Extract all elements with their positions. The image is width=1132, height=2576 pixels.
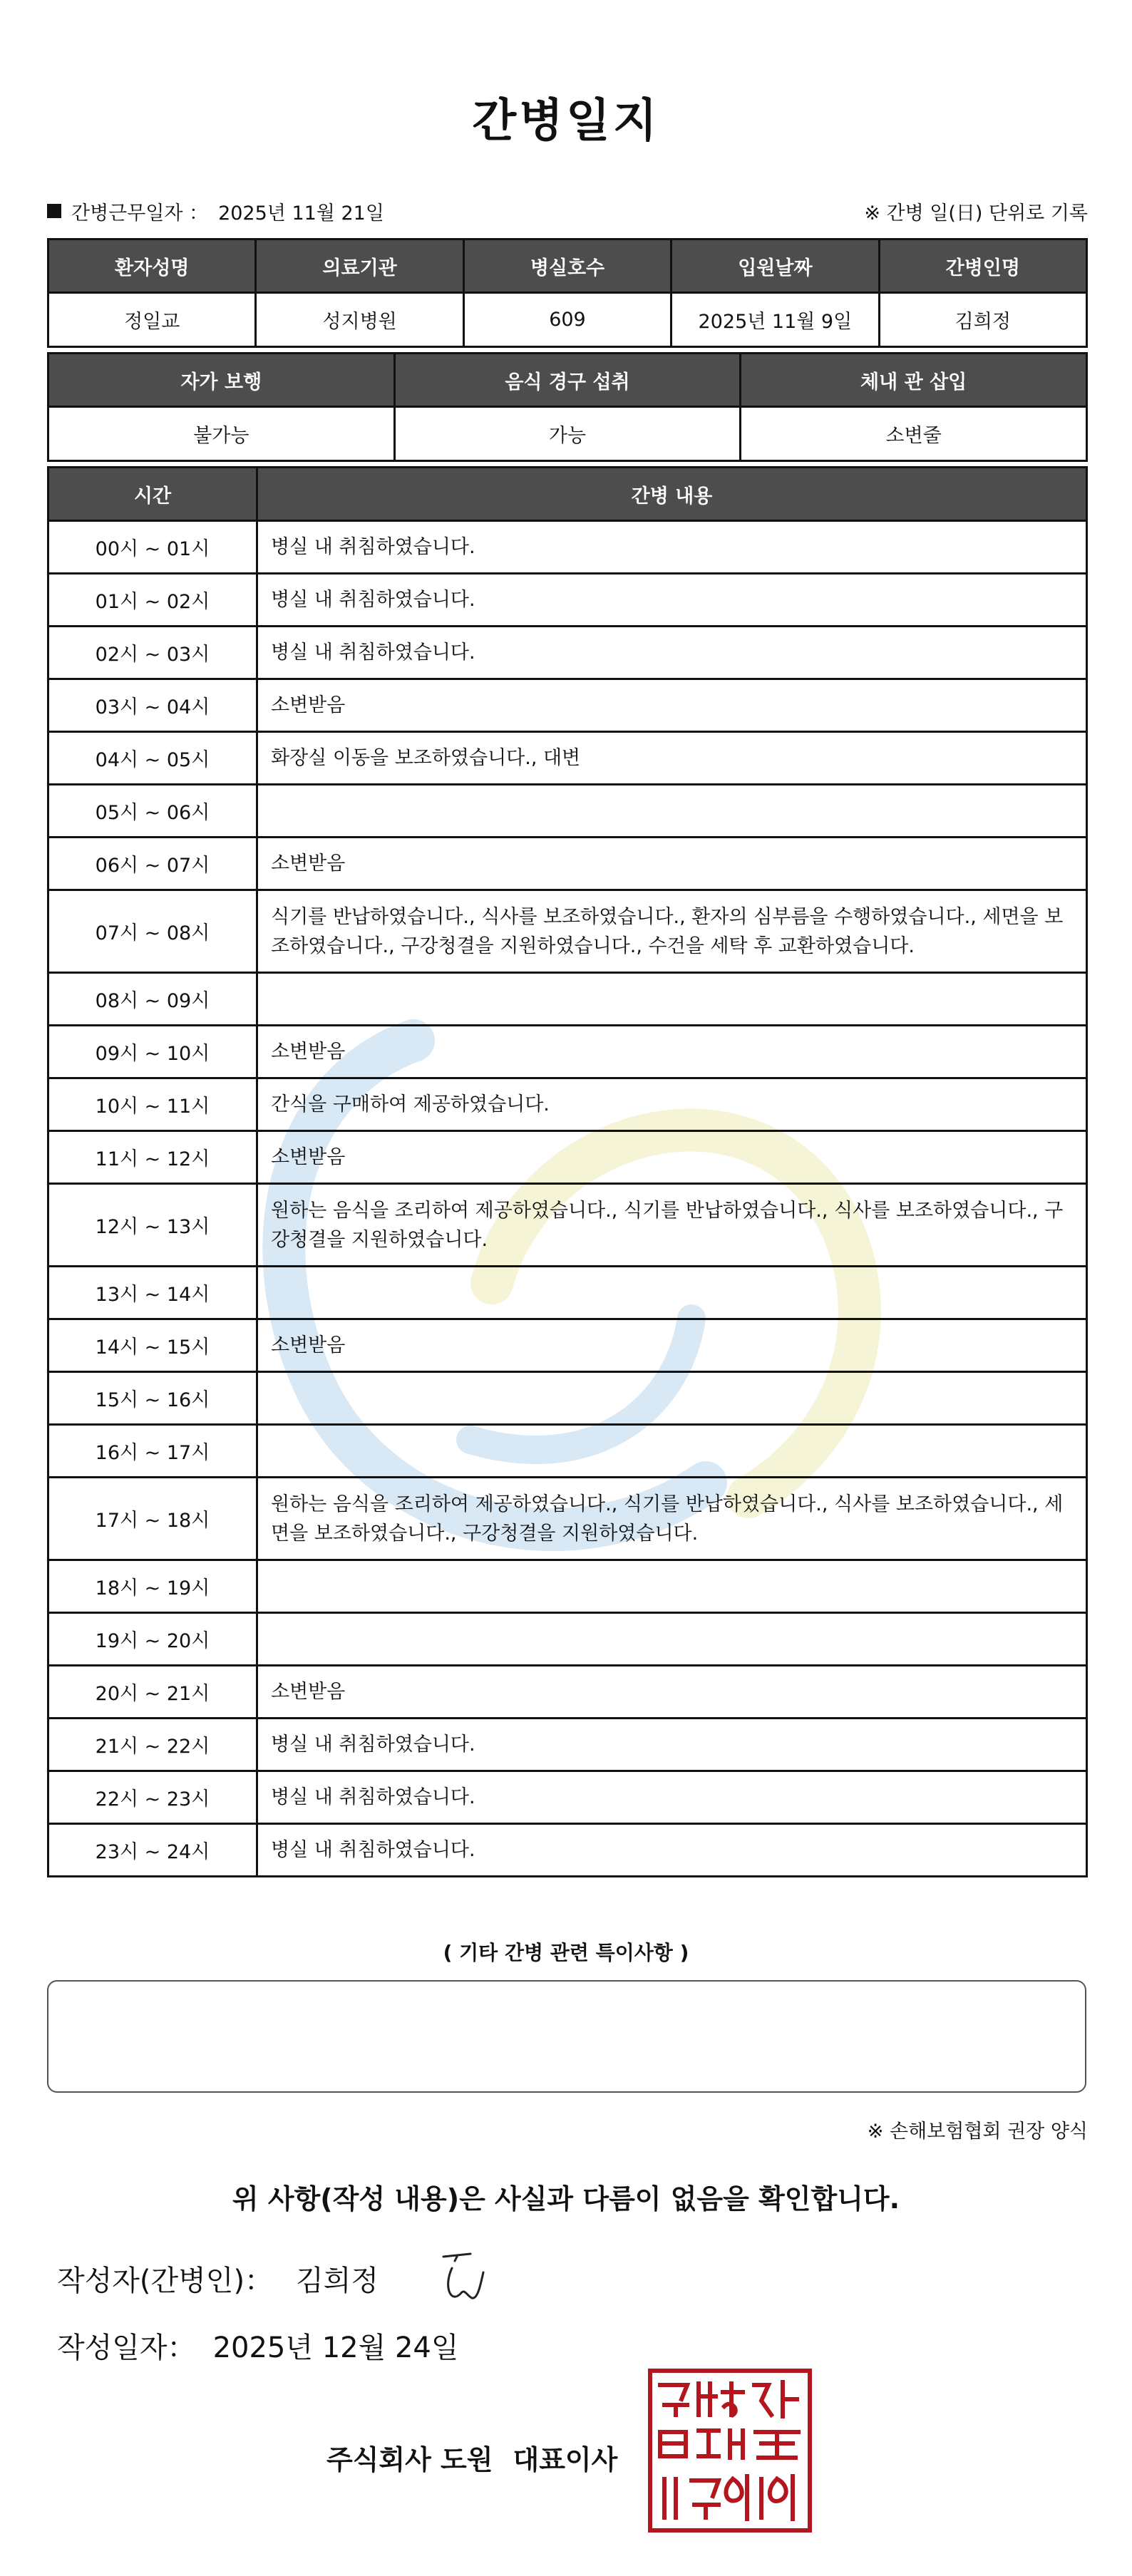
row-time: 20시 ~ 21시 bbox=[48, 1666, 257, 1719]
row-content: 소변받음 bbox=[257, 1026, 1087, 1078]
table-row bbox=[48, 627, 1087, 679]
row-content bbox=[257, 1425, 1087, 1478]
row-time: 22시 ~ 23시 bbox=[48, 1771, 257, 1824]
care-schedule-table bbox=[47, 466, 1088, 1877]
row-content: 병실 내 취침하였습니다. bbox=[257, 1719, 1087, 1771]
table-row bbox=[48, 1560, 1087, 1613]
row-content: 소변받음 bbox=[257, 1319, 1087, 1372]
row-time: 19시 ~ 20시 bbox=[48, 1613, 257, 1666]
row-time: 12시 ~ 13시 bbox=[48, 1184, 257, 1267]
page-title: 간병일지 bbox=[472, 95, 660, 148]
table-row bbox=[48, 1026, 1087, 1078]
row-time: 06시 ~ 07시 bbox=[48, 838, 257, 890]
table-row bbox=[48, 1078, 1087, 1131]
table-row bbox=[48, 890, 1087, 973]
table-row bbox=[48, 1425, 1087, 1478]
row-content: 소변받음 bbox=[257, 1666, 1087, 1719]
row-time: 18시 ~ 19시 bbox=[48, 1560, 257, 1613]
row-content: 병실 내 취침하였습니다. bbox=[257, 1824, 1087, 1877]
company-seal-icon bbox=[647, 2368, 813, 2533]
row-time: 05시 ~ 06시 bbox=[48, 785, 257, 838]
table-row bbox=[48, 1613, 1087, 1666]
admission-date: 2025년 11월 9일 bbox=[672, 293, 879, 347]
caregiver-header: 간병인명 bbox=[879, 239, 1086, 293]
oral-intake-header: 음식 경구 섭취 bbox=[394, 354, 741, 407]
table-row bbox=[48, 679, 1087, 732]
row-time: 01시 ~ 02시 bbox=[48, 574, 257, 627]
patient-name: 정일교 bbox=[48, 293, 256, 347]
writer-name: 김희정 bbox=[296, 2265, 379, 2297]
written-date-row bbox=[57, 2325, 459, 2366]
remarks-field[interactable] bbox=[47, 1980, 1086, 2093]
square-bullet-icon bbox=[47, 204, 61, 218]
row-time: 11시 ~ 12시 bbox=[48, 1131, 257, 1184]
table-row bbox=[48, 1666, 1087, 1719]
table-row bbox=[48, 1184, 1087, 1267]
tube-insertion-value: 소변줄 bbox=[741, 407, 1087, 461]
row-time: 23시 ~ 24시 bbox=[48, 1824, 257, 1877]
table-row bbox=[48, 1372, 1087, 1425]
row-content bbox=[257, 785, 1087, 838]
row-content: 소변받음 bbox=[257, 838, 1087, 890]
row-content: 화장실 이동을 보조하였습니다., 대변 bbox=[257, 732, 1087, 785]
row-content bbox=[257, 1267, 1087, 1319]
row-content bbox=[257, 973, 1087, 1026]
caregiver-name: 김희정 bbox=[879, 293, 1086, 347]
company-signature-line bbox=[326, 2438, 617, 2477]
row-time: 02시 ~ 03시 bbox=[48, 627, 257, 679]
table-row bbox=[48, 1478, 1087, 1560]
row-content bbox=[257, 1560, 1087, 1613]
table-row bbox=[48, 521, 1087, 574]
row-time: 03시 ~ 04시 bbox=[48, 679, 257, 732]
row-time: 16시 ~ 17시 bbox=[48, 1425, 257, 1478]
row-time: 15시 ~ 16시 bbox=[48, 1372, 257, 1425]
recommended-form-note: ※ 손해보험협회 권장 양식 bbox=[867, 2121, 1088, 2143]
meta-row bbox=[47, 197, 1088, 225]
table-row bbox=[48, 1824, 1087, 1877]
row-content: 원하는 음식을 조리하여 제공하였습니다., 식기를 반납하였습니다., 식사를 보조하였습니다., 세면을 보조하였습니다., 구강청결을 지원하였습니다. bbox=[257, 1478, 1087, 1560]
row-content: 병실 내 취침하였습니다. bbox=[257, 1771, 1087, 1824]
table-row bbox=[48, 732, 1087, 785]
row-content: 소변받음 bbox=[257, 1131, 1087, 1184]
table-row bbox=[48, 785, 1087, 838]
room-number: 609 bbox=[463, 293, 671, 347]
row-time: 04시 ~ 05시 bbox=[48, 732, 257, 785]
admission-date-header: 입원날짜 bbox=[672, 239, 879, 293]
patient-name-header: 환자성명 bbox=[48, 239, 256, 293]
room-header: 병실호수 bbox=[463, 239, 671, 293]
writer-label: 작성자(간병인)： bbox=[57, 2265, 274, 2297]
confirmation-statement: 위 사항(작성 내용)은 사실과 다름이 없음을 확인합니다. bbox=[232, 2183, 900, 2215]
table-row bbox=[48, 973, 1087, 1026]
care-content-header: 간병 내용 bbox=[257, 468, 1087, 521]
row-content: 소변받음 bbox=[257, 679, 1087, 732]
table-row bbox=[48, 1719, 1087, 1771]
row-content: 식기를 반납하였습니다., 식사를 보조하였습니다., 환자의 심부름을 수행하였습니다., 세면을 보조하였습니다., 구강청결을 지원하였습니다., 수건을 세탁 후 교환하였습니다. bbox=[257, 890, 1087, 973]
patient-info-table bbox=[47, 238, 1088, 348]
oral-intake-value: 가능 bbox=[394, 407, 741, 461]
row-time: 21시 ~ 22시 bbox=[48, 1719, 257, 1771]
company-title: 대표이사 bbox=[513, 2444, 618, 2475]
row-time: 14시 ~ 15시 bbox=[48, 1319, 257, 1372]
row-content bbox=[257, 1613, 1087, 1666]
table-row bbox=[48, 1319, 1087, 1372]
tube-insertion-header: 체내 관 삽입 bbox=[741, 354, 1087, 407]
time-header: 시간 bbox=[48, 468, 257, 521]
table-row bbox=[48, 838, 1087, 890]
writer-row bbox=[57, 2258, 379, 2299]
row-time: 07시 ~ 08시 bbox=[48, 890, 257, 973]
row-content bbox=[257, 1372, 1087, 1425]
remarks-title: ( 기타 간병 관련 특이사항 ) bbox=[443, 1941, 689, 1964]
hospital: 성지병원 bbox=[256, 293, 463, 347]
table-row bbox=[48, 574, 1087, 627]
patient-status-table bbox=[47, 352, 1088, 462]
row-time: 10시 ~ 11시 bbox=[48, 1078, 257, 1131]
table-row bbox=[48, 1267, 1087, 1319]
self-walking-value: 불가능 bbox=[48, 407, 395, 461]
hospital-header: 의료기관 bbox=[256, 239, 463, 293]
row-time: 17시 ~ 18시 bbox=[48, 1478, 257, 1560]
company-name: 주식회사 도원 bbox=[326, 2444, 493, 2475]
work-date-label: 간병근무일자 ： bbox=[71, 202, 209, 225]
row-time: 00시 ~ 01시 bbox=[48, 521, 257, 574]
record-unit-note: ※ 간병 일(日) 단위로 기록 bbox=[864, 202, 1088, 225]
row-content: 원하는 음식을 조리하여 제공하였습니다., 식기를 반납하였습니다., 식사를 보조하였습니다., 구강청결을 지원하였습니다. bbox=[257, 1184, 1087, 1267]
signature-icon bbox=[436, 2244, 493, 2308]
row-time: 08시 ~ 09시 bbox=[48, 973, 257, 1026]
row-content: 병실 내 취침하였습니다. bbox=[257, 521, 1087, 574]
row-time: 09시 ~ 10시 bbox=[48, 1026, 257, 1078]
table-row bbox=[48, 1131, 1087, 1184]
written-date-value: 2025년 12월 24일 bbox=[212, 2332, 459, 2364]
written-date-label: 작성일자： bbox=[57, 2332, 196, 2364]
row-content: 간식을 구매하여 제공하였습니다. bbox=[257, 1078, 1087, 1131]
table-row bbox=[48, 1771, 1087, 1824]
self-walking-header: 자가 보행 bbox=[48, 354, 395, 407]
work-date: 2025년 11월 21일 bbox=[218, 202, 384, 225]
row-content: 병실 내 취침하였습니다. bbox=[257, 574, 1087, 627]
row-time: 13시 ~ 14시 bbox=[48, 1267, 257, 1319]
row-content: 병실 내 취침하였습니다. bbox=[257, 627, 1087, 679]
